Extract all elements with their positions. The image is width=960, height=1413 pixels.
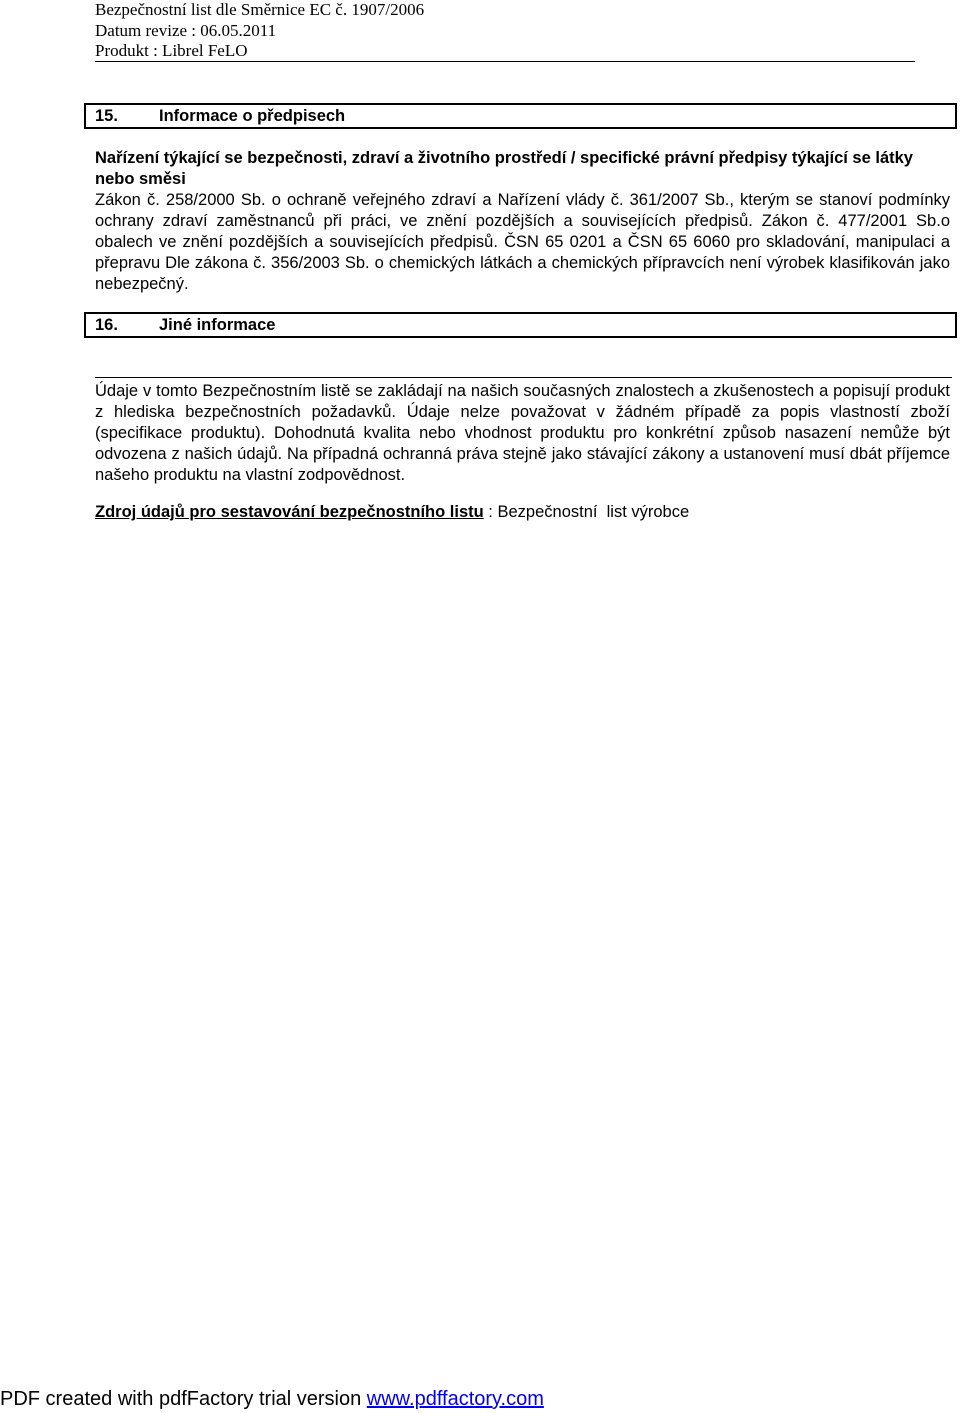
section-15-paragraph: Zákon č. 258/2000 Sb. o ochraně veřejného zdraví a Nařízení vlády č. 361/2007 Sb., kterým se stanoví podmínky ochrany zdraví zaměstnanců při práci, ve znění pozdějších a souvisejících předpisů. Zákon č. 477/2001 Sb.o obalech ve znění pozdějších a souvisejících předpisů. ČSN 65 0201 a ČSN 65 6060 pro skladování, manipulaci a přepravu Dle zákona č. 356/2003 Sb. o chemických látkách a chemických přípravcích není výrobek klasifikován jako nebezpečný. [95,191,950,293]
footer-link[interactable]: www.pdffactory.com [366,1388,544,1410]
section-16-divider [95,377,952,378]
header-title: Bezpečnostní list dle Směrnice EC č. 1907/2006 [95,0,425,19]
source-label: Zdroj údajů pro sestavování bezpečnostního listu [95,503,484,521]
header-product: Produkt : Librel FeLO [95,41,248,60]
document-header [95,0,915,62]
section-15-heading [84,103,957,129]
section-15-subheading: Nařízení týkající se bezpečnosti, zdraví a životního prostředí / specifické právní předpisy týkající se látky nebo směsi [95,149,913,188]
section-16-number: 16. [95,316,118,334]
source-line [95,502,689,523]
source-separator: : [483,503,498,521]
section-15-number: 15. [95,107,118,125]
section-16-paragraph: Údaje v tomto Bezpečnostním listě se zakládají na našich současných znalostech a zkušenostech a popisují produkt z hlediska bezpečnostních požadavků. Údaje nelze považovat v žádném případě za popis vlastností zboží (specifikace produktu). Dohodnutá kvalita nebo vhodnost produktu pro konkrétní způsob nasazení nemůže být odvozena z našich údajů. Na případná ochranná práva stejně jako stávající zákony a ustanovení musí dbát příjemce našeho produktu na vlastní zodpovědnost. [95,382,950,484]
section-16-title: Jiné informace [159,316,276,334]
section-15-content [95,148,950,295]
section-16-content [95,381,950,486]
footer-text: PDF created with pdfFactory trial version [0,1388,367,1410]
section-16-heading [84,312,957,338]
section-15-title: Informace o předpisech [159,107,346,125]
pdf-footer [0,1386,544,1412]
header-divider [95,61,915,62]
source-value: Bezpečnostní list výrobce [497,503,690,521]
header-revision-date: Datum revize : 06.05.2011 [95,20,277,40]
